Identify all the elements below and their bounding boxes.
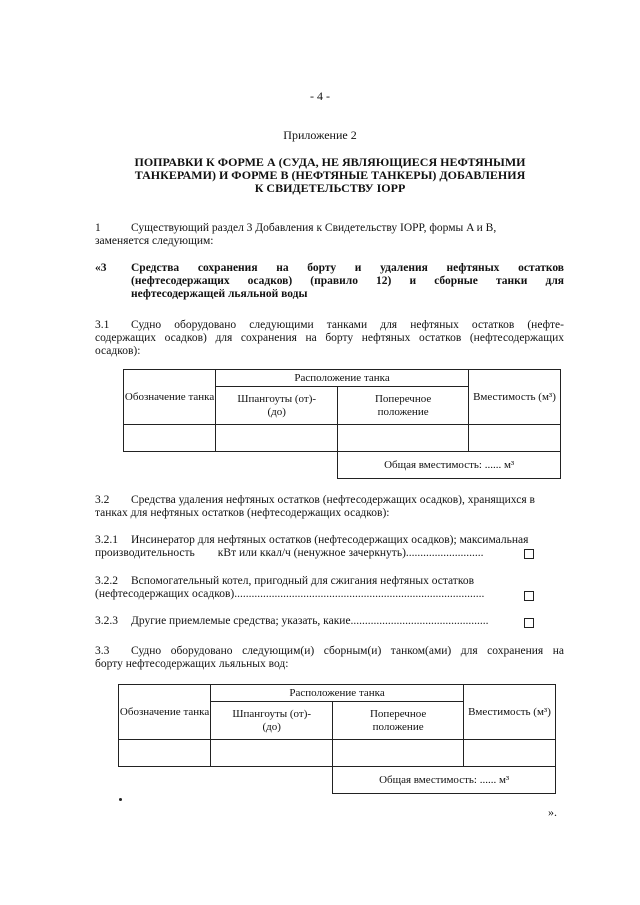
para1-line1: Существующий раздел 3 Добавления к Свидетельству IOPP, формы A и B, [131, 222, 497, 234]
main-title-line3: К СВИДЕТЕЛЬСТВУ IOPP [254, 181, 406, 195]
table2-cell[interactable] [119, 740, 211, 767]
para32-line2: танках для нефтяных остатков (нефтесодержащих осадков): [95, 507, 390, 519]
table2-cell[interactable] [333, 740, 464, 767]
section3-line3: нефтесодержащей льяльной воды [131, 288, 308, 300]
table1-cell[interactable] [216, 425, 338, 452]
para321-num: 3.2.1 [95, 534, 118, 546]
incinerator-checkbox[interactable] [524, 549, 534, 559]
para32-num: 3.2 [95, 494, 110, 506]
annex-title: Приложение 2 [283, 128, 357, 142]
table1-capacity-header: Вместимость (м³) [468, 370, 560, 425]
section3-heading [131, 262, 564, 301]
section3-num: «3 [95, 262, 107, 274]
para322-num: 3.2.2 [95, 575, 118, 587]
table1-designation-header: Обозначение танка [124, 370, 216, 425]
main-title [120, 156, 540, 195]
para321-line1: Инсинератор для нефтяных остатков (нефтесодержащих осадков); максимальная [131, 534, 529, 546]
other-means-checkbox[interactable] [524, 618, 534, 628]
para33-line2: борту нефтесодержащих льяльных вод: [95, 658, 289, 670]
para1-line2: заменяется следующим: [95, 235, 214, 247]
section3-line1: Средства сохранения на борту и удаления нефтяных остатков [131, 262, 564, 274]
table1-cell[interactable] [468, 425, 560, 452]
boiler-checkbox[interactable] [524, 591, 534, 601]
para31-line1: Судно оборудовано следующими танками для нефтяных остатков (нефте- [131, 319, 564, 331]
main-title-line1: ПОПРАВКИ К ФОРМЕ А (СУДА, НЕ ЯВЛЯЮЩИЕСЯ НЕФТЯНЫМИ [134, 155, 526, 169]
para1-num: 1 [95, 222, 101, 234]
para322-line1: Вспомогательный котел, пригодный для сжигания нефтяных остатков [131, 575, 475, 587]
table1-cell[interactable] [338, 425, 469, 452]
table2-frames-header: Шпангоуты (от)-(до) [211, 702, 333, 740]
table2-capacity-header: Вместимость (м³) [463, 685, 555, 740]
para31-num: 3.1 [95, 319, 110, 331]
para31-line3: осадков): [95, 345, 141, 357]
para323-line1: Другие приемлемые средства; указать, какие................................................ [131, 615, 489, 627]
tank-table-2 [118, 684, 556, 794]
table2-designation-header: Обозначение танка [119, 685, 211, 740]
section3-line2: (нефтесодержащих осадков) (правило 12) и сборные танки для [131, 275, 564, 287]
table1-total-capacity: Общая вместимость: ...... м³ [338, 452, 561, 479]
para323-num: 3.2.3 [95, 615, 118, 627]
main-title-line2: ТАНКЕРАМИ) И ФОРМЕ В (НЕФТЯНЫЕ ТАНКЕРЫ) ДОБАВЛЕНИЯ [134, 168, 526, 182]
para32-line1: Средства удаления нефтяных остатков (нефтесодержащих осадков), хранящихся в [131, 494, 535, 506]
closing-quote: ». [548, 805, 557, 819]
para321-line2: производительность кВт или ккал/ч (ненужное зачеркнуть)........................... [95, 547, 484, 559]
table2-location-header: Расположение танка [211, 685, 464, 702]
table2-cell[interactable] [211, 740, 333, 767]
table1-frames-header: Шпангоуты (от)-(до) [216, 387, 338, 425]
table1-cell[interactable] [124, 425, 216, 452]
para31-line2: содержащих осадков) для сохранения на борту нефтяных остатков (нефтесодержащих [95, 332, 564, 344]
stray-dot [119, 798, 122, 801]
table2-lateral-header: Поперечное положение [333, 702, 464, 740]
table2-cell[interactable] [463, 740, 555, 767]
tank-table-1 [123, 369, 561, 479]
para33-line1: Судно оборудовано следующим(и) сборным(и) танком(ами) для сохранения на [131, 645, 564, 657]
para322-line2: (нефтесодержащих осадков)....................................................................................... [95, 588, 485, 600]
table1-lateral-header: Поперечное положение [338, 387, 469, 425]
table2-total-capacity: Общая вместимость: ...... м³ [333, 767, 556, 794]
page-number: - 4 - [310, 89, 330, 103]
table1-location-header: Расположение танка [216, 370, 469, 387]
para33-num: 3.3 [95, 645, 110, 657]
